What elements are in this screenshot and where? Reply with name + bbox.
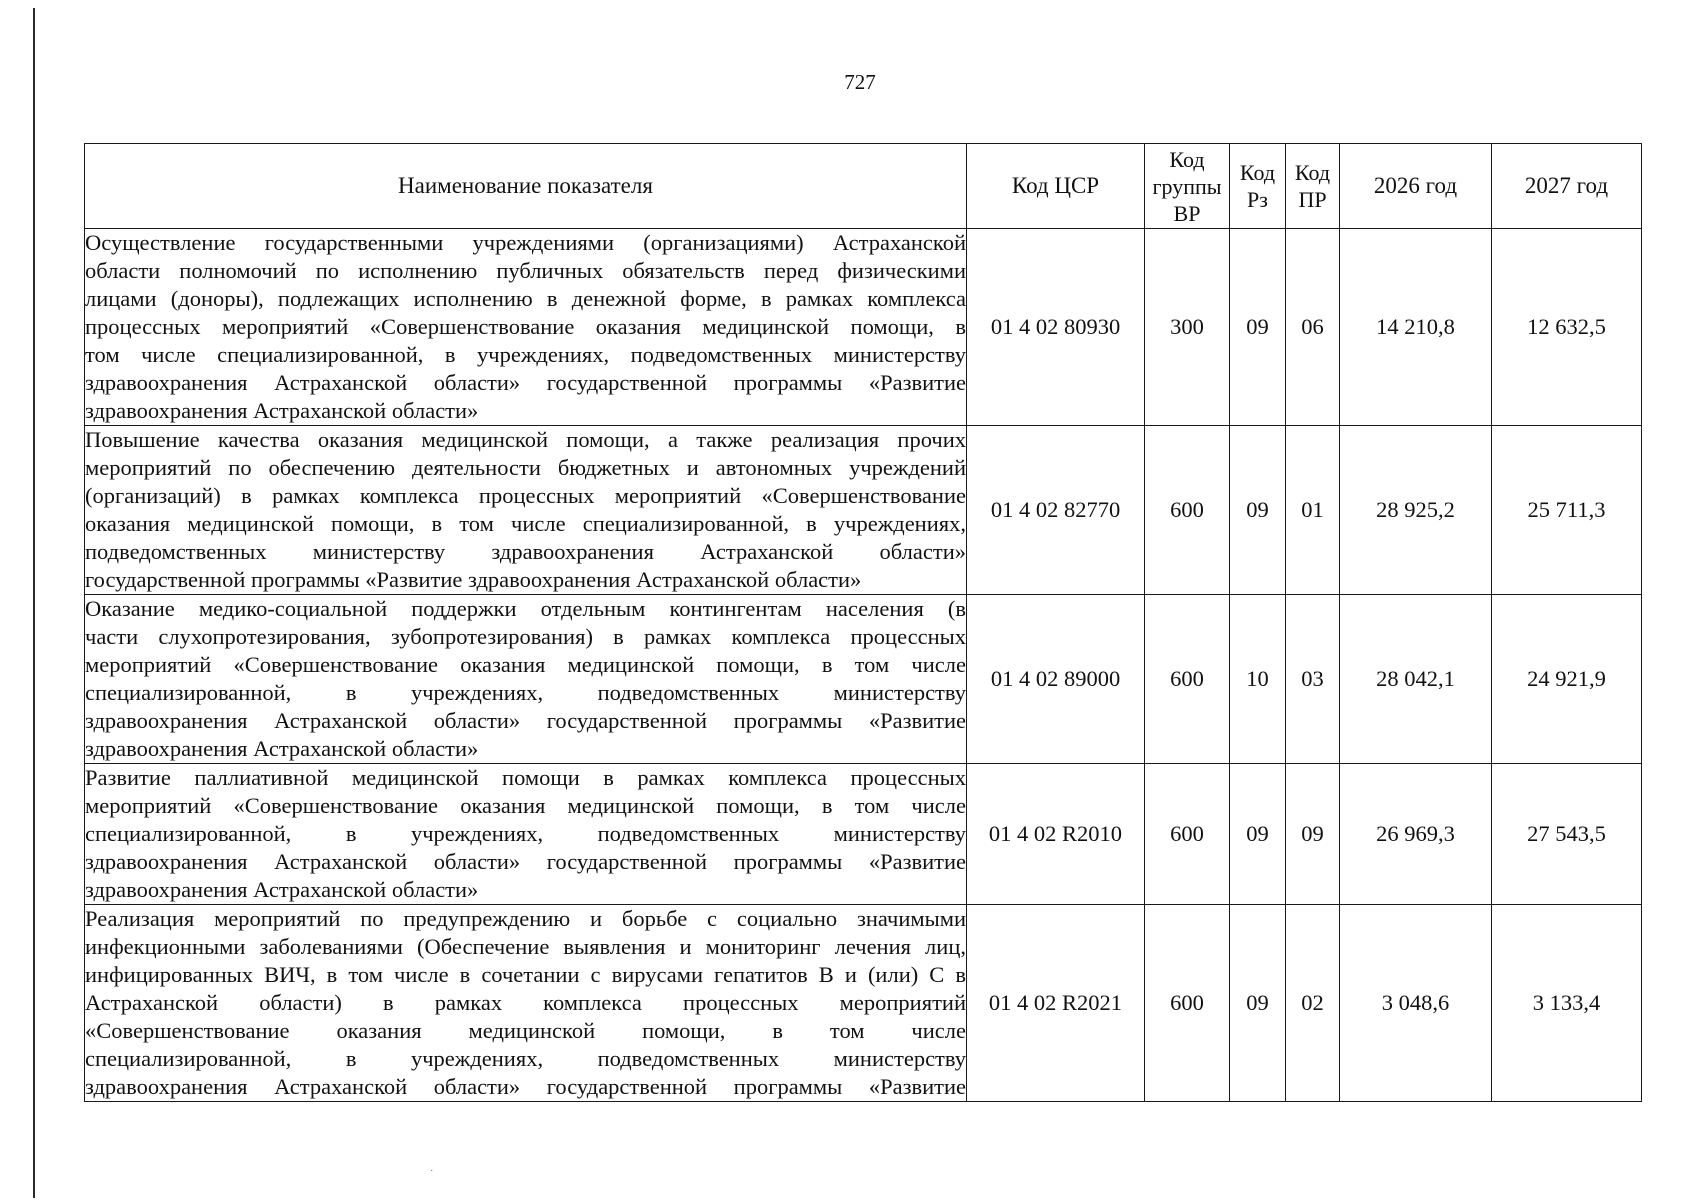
rz-code: 09 [1230, 229, 1286, 426]
name-line: Астраханской области) в рамках комплекса процессных мероприятий [85, 990, 966, 1015]
name-line: области полномочий по исполнению публичных обязательств перед физическими [85, 258, 966, 283]
name-line: здравоохранения Астраханской области» государственной программы «Развитие [85, 1074, 966, 1099]
name-line: инфицированных ВИЧ, в том числе в сочетании с вирусами гепатитов B и (или) C в [85, 962, 966, 987]
indicator-name [85, 595, 967, 764]
pr-code: 09 [1286, 764, 1340, 905]
vr-code: 600 [1145, 426, 1230, 595]
csr-code: 01 4 02 82770 [967, 426, 1145, 595]
amount-2026: 14 210,8 [1340, 229, 1492, 426]
name-line: лицами (доноры), подлежащих исполнению в денежной форме, в рамках комплекса [85, 286, 966, 311]
header-rz-line: Рз [1247, 187, 1268, 212]
header-vr [1145, 144, 1230, 229]
scan-speck: · [430, 1166, 434, 1177]
amount-2027: 25 711,3 [1492, 426, 1642, 595]
pr-code: 03 [1286, 595, 1340, 764]
header-vr-line: ВР [1173, 200, 1201, 226]
name-line: Реализация мероприятий по предупреждению и борьбе с социально значимыми [85, 906, 966, 931]
name-line: (организаций) в рамках комплекса процессных мероприятий «Совершенствование [85, 483, 966, 508]
vr-code: 600 [1145, 595, 1230, 764]
amount-2027: 27 543,5 [1492, 764, 1642, 905]
vr-code: 300 [1145, 229, 1230, 426]
rz-code: 09 [1230, 905, 1286, 1102]
pr-code: 06 [1286, 229, 1340, 426]
name-line: Развитие паллиативной медицинской помощи в рамках комплекса процессных [85, 765, 966, 790]
amount-2026: 28 042,1 [1340, 595, 1492, 764]
name-line: специализированной, в учреждениях, подведомственных министерству [85, 680, 966, 705]
name-line: оказания медицинской помощи, в том числе специализированной, в учреждениях, [85, 511, 966, 536]
table-row [85, 764, 1642, 905]
header-pr-line: ПР [1298, 187, 1327, 212]
amount-2027: 24 921,9 [1492, 595, 1642, 764]
name-line: здравоохранения Астраханской области» [85, 398, 479, 423]
header-pr [1286, 144, 1340, 229]
amount-2026: 3 048,6 [1340, 905, 1492, 1102]
name-line: «Совершенствование оказания медицинской помощи, в том числе [85, 1018, 966, 1043]
name-line: государственной программы «Развитие здравоохранения Астраханской области» [85, 567, 862, 592]
name-line: процессных мероприятий «Совершенствование оказания медицинской помощи, в [85, 314, 966, 339]
vr-code: 600 [1145, 905, 1230, 1102]
table-row [85, 905, 1642, 1102]
name-line: здравоохранения Астраханской области» государственной программы «Развитие [85, 370, 966, 395]
name-line: инфекционными заболеваниями (Обеспечение выявления и мониторинг лечения лиц, [85, 934, 966, 959]
rz-code: 09 [1230, 426, 1286, 595]
vr-code: 600 [1145, 764, 1230, 905]
header-rz [1230, 144, 1286, 229]
name-line: здравоохранения Астраханской области» государственной программы «Развитие [85, 708, 966, 733]
table-row [85, 595, 1642, 764]
name-line: мероприятий «Совершенствование оказания медицинской помощи, в том числе [85, 793, 966, 818]
name-line: мероприятий по обеспечению деятельности бюджетных и автономных учреждений [85, 455, 966, 480]
binding-margin-rule [33, 8, 35, 1198]
indicator-name [85, 229, 967, 426]
name-line: подведомственных министерству здравоохранения Астраханской области» [85, 539, 966, 564]
table-row [85, 426, 1642, 595]
pr-code: 02 [1286, 905, 1340, 1102]
page-number: 727 [844, 70, 876, 94]
name-line: здравоохранения Астраханской области» государственной программы «Развитие [85, 849, 966, 874]
name-line: Оказание медико-социальной поддержки отдельным контингентам населения (в [85, 596, 966, 621]
header-pr-line: Код [1294, 160, 1331, 185]
name-line: специализированной, в учреждениях, подведомственных министерству [85, 1046, 966, 1071]
name-line: Осуществление государственными учреждениями (организациями) Астраханской [85, 230, 966, 255]
indicator-name [85, 764, 967, 905]
csr-code: 01 4 02 R2010 [967, 764, 1145, 905]
csr-code: 01 4 02 R2021 [967, 905, 1145, 1102]
header-vr-line: Код [1169, 146, 1205, 172]
csr-code: 01 4 02 89000 [967, 595, 1145, 764]
csr-code: 01 4 02 80930 [967, 229, 1145, 426]
header-name: Наименование показателя [85, 144, 967, 229]
name-line: здравоохранения Астраханской области» [85, 877, 479, 902]
table-row [85, 229, 1642, 426]
name-line: том числе специализированной, в учреждениях, подведомственных министерству [85, 342, 966, 367]
rz-code: 09 [1230, 764, 1286, 905]
header-row [85, 144, 1642, 229]
header-2026: 2026 год [1340, 144, 1492, 229]
name-line: здравоохранения Астраханской области» [85, 736, 479, 761]
budget-table [84, 143, 1642, 1102]
name-line: части слухопротезирования, зубопротезирования) в рамках комплекса процессных [85, 624, 966, 649]
indicator-name [85, 905, 967, 1102]
pr-code: 01 [1286, 426, 1340, 595]
amount-2026: 28 925,2 [1340, 426, 1492, 595]
rz-code: 10 [1230, 595, 1286, 764]
header-vr-line: группы [1152, 173, 1222, 199]
header-2027: 2027 год [1492, 144, 1642, 229]
amount-2027: 3 133,4 [1492, 905, 1642, 1102]
name-line: специализированной, в учреждениях, подведомственных министерству [85, 821, 966, 846]
indicator-name [85, 426, 967, 595]
name-line: мероприятий «Совершенствование оказания медицинской помощи, в том числе [85, 652, 966, 677]
amount-2026: 26 969,3 [1340, 764, 1492, 905]
name-line: Повышение качества оказания медицинской помощи, а также реализация прочих [85, 427, 966, 452]
header-csr: Код ЦСР [967, 144, 1145, 229]
header-rz-line: Код [1239, 160, 1276, 185]
amount-2027: 12 632,5 [1492, 229, 1642, 426]
